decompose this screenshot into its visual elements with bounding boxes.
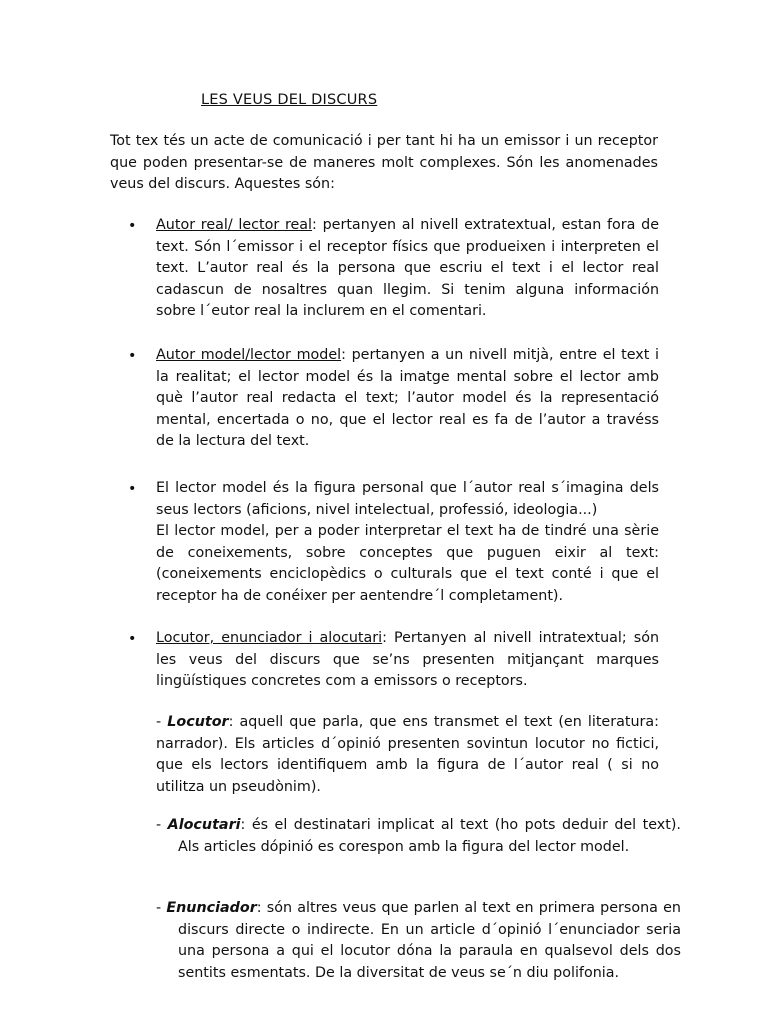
subitem-dash: -: [156, 817, 168, 833]
item-text-continuation: El lector model, per a poder interpretar el text ha de tindré una sèrie de coneixements, sobre conceptes que puguen eixir al text: (coneixements enciclopèdics o culturals que el text conté i que el receptor ha de conéixer per aentendre´l completament).: [156, 523, 659, 604]
subitem-sep: :: [240, 817, 246, 833]
item-label: Locutor, enunciador i alocutari: [156, 630, 383, 646]
subitem-dash: -: [156, 714, 168, 730]
bullet-item-locutor: [156, 628, 659, 693]
subitem-alocutari: [156, 815, 681, 858]
subitem-text: són altres veus que parlen al text en primera persona en discurs directe o indirecte. En un article d´opinió l´enunciador seria una persona a qui el locutor dóna la paraula en qualsevol dels dos sentits esmentats. De la diversitat de veus se´n diu polifonia.: [178, 900, 681, 981]
item-text: pertanyen a un nivell mitjà, entre el text i la realitat; el lector model és la imatge mental sobre el lector amb què l’autor real redacta el text; l’autor model és la representació mental, encertada o no, que el lector real es fa de l’autor a travéss de la lectura del text.: [156, 347, 659, 449]
item-text: pertanyen al nivell extratextual, estan fora de text. Són l´emissor i el receptor físics que produeixen i interpreten el text. L’autor real és la persona que escriu el text i el lector real cadascun de nosaltres quan llegim. Si tenim alguna información sobre l´eutor real la inclurem en el comentari.: [156, 217, 660, 319]
intro-paragraph: Tot tex tés un acte de comunicació i per tant hi ha un emissor i un receptor que poden presentar-se de maneres molt complexes. Són les anomenades veus del discurs. Aquestes són:: [110, 133, 658, 192]
item-text: Pertanyen al nivell intratextual; són les veus del discurs que se’ns presenten mitjançant marques lingüístiques concretes com a emissors o receptors.: [156, 630, 660, 689]
bullet-marker: •: [128, 481, 137, 497]
item-label-sep: :: [312, 217, 317, 233]
item-text: El lector model és la figura personal que l´autor real s´imagina dels seus lectors (aficions, nivel intelectual, professió, ideologia...): [156, 480, 659, 518]
bullet-item-autor-real: [156, 215, 659, 323]
item-label: Autor real/ lector real: [156, 217, 313, 233]
item-label-sep: :: [341, 347, 346, 363]
bullet-marker: •: [128, 631, 137, 647]
subitem-locutor: [156, 712, 659, 798]
subitem-term: Alocutari: [167, 817, 241, 833]
subitem-sep: :: [228, 714, 234, 730]
document-title: LES VEUS DEL DISCURS: [201, 92, 378, 108]
bullet-marker: •: [128, 348, 137, 364]
subitem-term: Enunciador: [166, 900, 257, 916]
bullet-item-lector-model: [156, 478, 659, 607]
subitem-text: aquell que parla, que ens transmet el text (en literatura: narrador). Els articles d´opinió presenten sovintun locutor no fictici, que els lectors identifiquem amb la figura de l´autor real ( si no utilitza un pseudònim).: [156, 714, 659, 795]
bullet-item-autor-model: [156, 345, 659, 453]
subitem-term: Locutor: [167, 714, 229, 730]
subitem-enunciador: [156, 898, 681, 984]
bullet-marker: •: [128, 218, 137, 234]
item-label: Autor model/lector model: [156, 347, 342, 363]
item-label-sep: :: [382, 630, 387, 646]
subitem-text: és el destinatari implicat al text (ho pots deduir del text). Als articles dópinió es corespon amb la figura del lector model.: [178, 817, 681, 855]
subitem-dash: -: [156, 900, 167, 916]
subitem-sep: :: [256, 900, 262, 916]
